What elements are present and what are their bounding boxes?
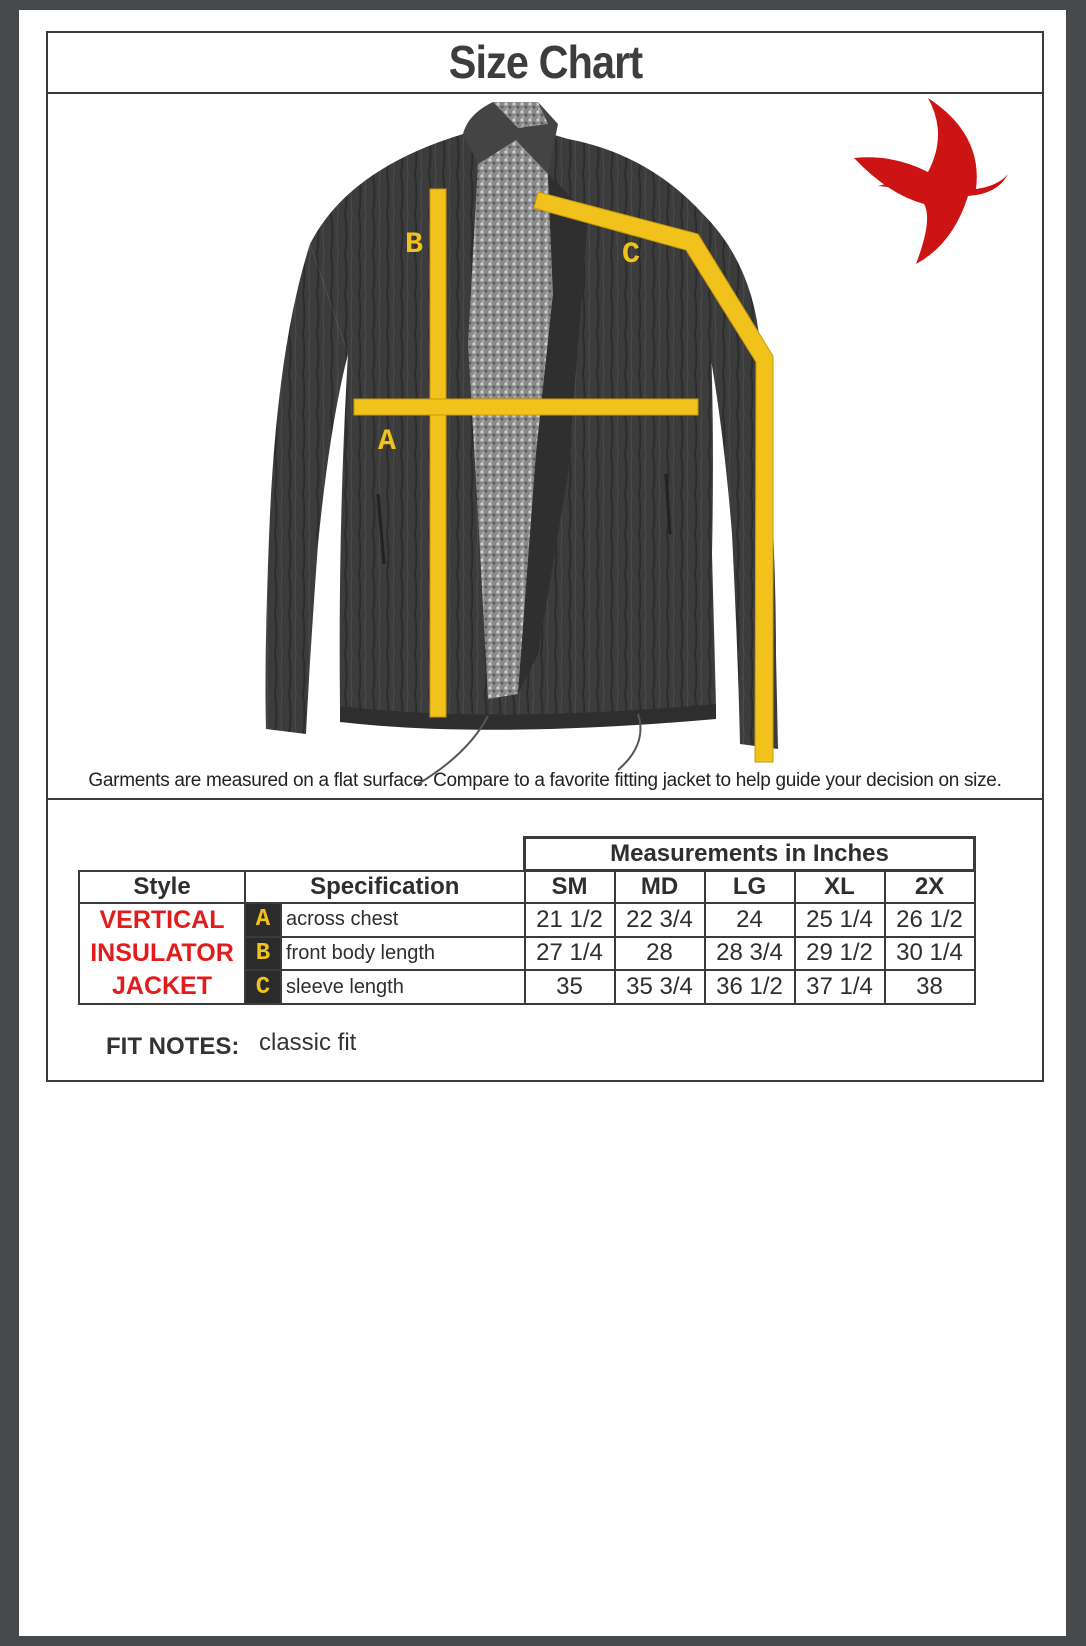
blank-cell bbox=[281, 838, 525, 871]
measure-value: 27 1/4 bbox=[525, 937, 615, 971]
style-line: VERTICAL bbox=[99, 906, 225, 934]
measure-value: 28 3/4 bbox=[705, 937, 795, 971]
spec-name: front body length bbox=[281, 937, 525, 971]
blank-cell bbox=[79, 838, 245, 871]
measure-value: 36 1/2 bbox=[705, 970, 795, 1004]
measure-value: 38 bbox=[885, 970, 975, 1004]
title-row bbox=[48, 33, 1042, 94]
size-header: 2X bbox=[885, 871, 975, 904]
size-chart-sheet bbox=[46, 31, 1044, 1082]
table-row bbox=[79, 903, 975, 937]
blank-cell bbox=[245, 838, 281, 871]
size-header: SM bbox=[525, 871, 615, 904]
measure-value: 28 bbox=[615, 937, 705, 971]
marker-a: A bbox=[378, 425, 397, 459]
style-line: JACKET bbox=[111, 972, 212, 1000]
measure-value: 37 1/4 bbox=[795, 970, 885, 1004]
jacket-image bbox=[48, 94, 1042, 800]
measure-value: 29 1/2 bbox=[795, 937, 885, 971]
spec-name: across chest bbox=[281, 903, 525, 937]
marker-c: C bbox=[622, 238, 641, 272]
spec-letter: A bbox=[245, 903, 281, 937]
measurements-header: Measurements in Inches bbox=[525, 838, 975, 871]
spec-letter: B bbox=[245, 937, 281, 971]
measure-value: 26 1/2 bbox=[885, 903, 975, 937]
document-page bbox=[19, 10, 1066, 1636]
measurement-caption: Garments are measured on a flat surface. Compare to a favorite fitting jacket to help guide your decision on size. bbox=[88, 770, 1002, 791]
measure-value: 24 bbox=[705, 903, 795, 937]
measure-value: 25 1/4 bbox=[795, 903, 885, 937]
tape-a bbox=[354, 399, 698, 415]
size-header: XL bbox=[795, 871, 885, 904]
style-name bbox=[79, 903, 245, 1004]
size-header: LG bbox=[705, 871, 795, 904]
tape-b bbox=[430, 189, 446, 717]
size-table-wrapper bbox=[78, 836, 976, 1005]
measure-value: 35 bbox=[525, 970, 615, 1004]
measure-value: 21 1/2 bbox=[525, 903, 615, 937]
measure-value: 35 3/4 bbox=[615, 970, 705, 1004]
spec-name: sleeve length bbox=[281, 970, 525, 1004]
jacket-illustration-area bbox=[48, 94, 1042, 800]
size-header: MD bbox=[615, 871, 705, 904]
spec-letter: C bbox=[245, 970, 281, 1004]
style-line: INSULATOR bbox=[90, 939, 234, 967]
size-table bbox=[78, 836, 976, 1005]
spec-header: Specification bbox=[245, 871, 525, 904]
measure-value: 22 3/4 bbox=[615, 903, 705, 937]
style-header: Style bbox=[79, 871, 245, 904]
fit-notes-label: FIT NOTES: bbox=[106, 1033, 240, 1060]
swallow-logo-icon bbox=[854, 98, 1008, 264]
page-title: Size Chart bbox=[448, 36, 642, 88]
fit-notes-value: classic fit bbox=[259, 1029, 357, 1056]
marker-b: B bbox=[405, 228, 424, 262]
measure-value: 30 1/4 bbox=[885, 937, 975, 971]
